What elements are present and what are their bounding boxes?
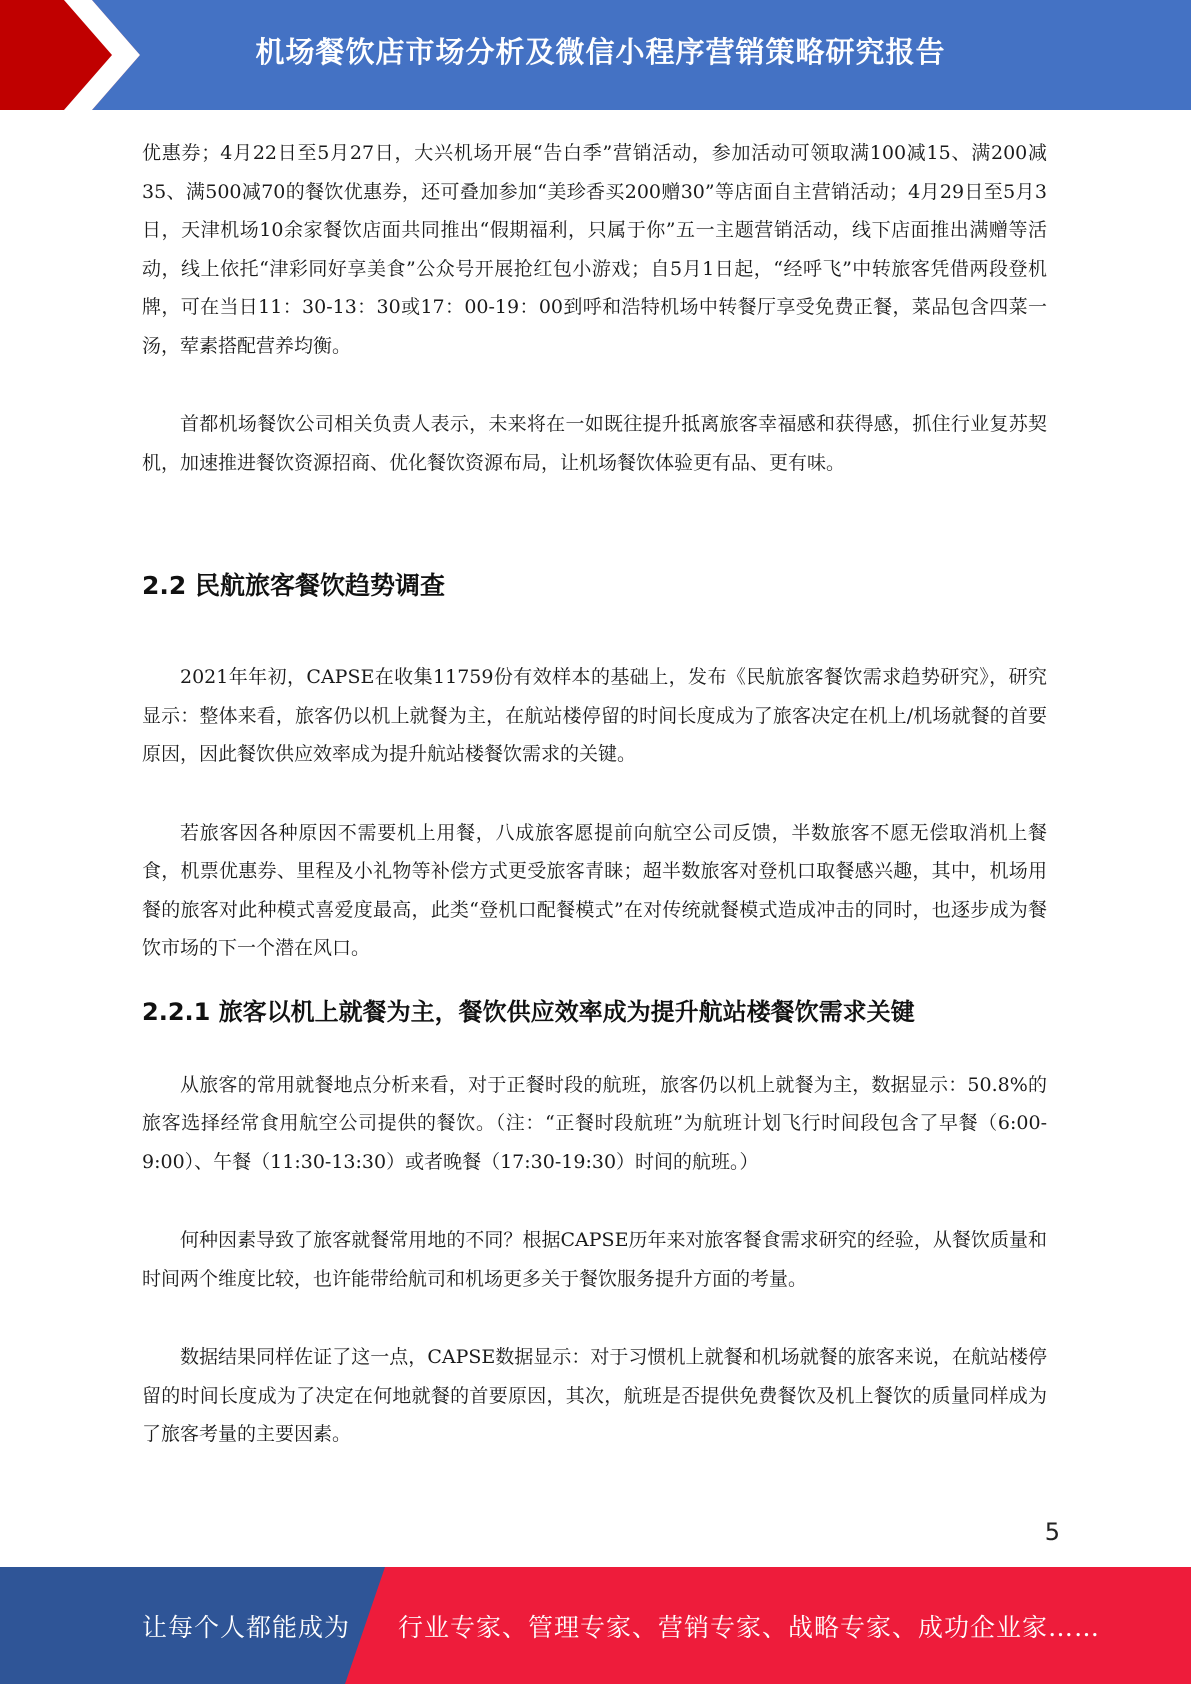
document-body — [142, 134, 1047, 1454]
paragraph-capse-study: 2021年年初，CAPSE在收集11759份有效样本的基础上，发布《民航旅客餐饮需求趋势研究》，研究显示：整体来看，旅客仍以机上就餐为主，在航站楼停留的时间长度成为了旅客决定在机上/机场就餐的首要原因，因此餐饮供应效率成为提升航站楼餐饮需求的关键。 — [142, 666, 1047, 765]
page-header — [0, 0, 1191, 110]
paragraph-factors: 何种因素导致了旅客就餐常用地的不同？根据CAPSE历年来对旅客餐食需求研究的经验，从餐饮质量和时间两个维度比较，也许能带给航司和机场更多关于餐饮服务提升方面的考量。 — [142, 1229, 1047, 1290]
header-arrow-decoration — [0, 0, 160, 110]
paragraph-capital-airport: 首都机场餐饮公司相关负责人表示，未来将在一如既往提升抵离旅客幸福感和获得感，抓住行业复苏契机，加速推进餐饮资源招商、优化餐饮资源布局，让机场餐饮体验更有品、更有味。 — [142, 413, 1047, 474]
page-number: 5 — [1044, 1518, 1060, 1546]
spacer — [142, 774, 1047, 814]
spacer — [142, 365, 1047, 405]
spacer — [142, 606, 1047, 658]
page-footer — [0, 1567, 1191, 1684]
spacer — [142, 1032, 1047, 1066]
footer-slogan-left: 让每个人都能成为 — [142, 1612, 351, 1642]
spacer — [142, 968, 1047, 992]
paragraph-dining-location: 从旅客的常用就餐地点分析来看，对于正餐时段的航班，旅客仍以机上就餐为主，数据显示：50.8%的旅客选择经常食用航空公司提供的餐饮。（注：“正餐时段航班”为航班计划飞行时间段包含了早餐（6:00-9:00）、午餐（11:30-13:30）或者晚餐（17:30-19:30）时间的航班。） — [142, 1073, 1047, 1173]
header-title: 机场餐饮店市场分析及微信小程序营销策略研究报告 — [255, 34, 946, 69]
section-heading-2-2-1: 2.2.1 旅客以机上就餐为主，餐饮供应效率成为提升航站楼餐饮需求关键 — [142, 997, 915, 1026]
paragraph-data-results: 数据结果同样佐证了这一点，CAPSE数据显示：对于习惯机上就餐和机场就餐的旅客来说，在航站楼停留的时间长度成为了决定在何地就餐的首要原因，其次，航班是否提供免费餐饮及机上餐饮的质量同样成为了旅客考量的主要因素。 — [142, 1346, 1047, 1445]
spacer — [142, 1181, 1047, 1221]
paragraph-promotions: 优惠券；4月22日至5月27日，大兴机场开展“告白季”营销活动，参加活动可领取满100减15、满200减35、满500减70的餐饮优惠券，还可叠加参加“美珍香买200赠30”等店面自主营销活动；4月29日至5月3日，天津机场10余家餐饮店面共同推出“假期福利，只属于你”五一主题营销活动，线下店面推出满赠等活动，线上依托“津彩同好享美食”公众号开展抢红包小游戏；自5月1日起，“经呼飞”中转旅客凭借两段登机牌，可在当日11：30-13：30或17：00-19：00到呼和浩特机场中转餐厅享受免费正餐，菜品包含四菜一汤，荤素搭配营养均衡。 — [142, 142, 1047, 357]
spacer — [142, 1298, 1047, 1338]
footer-slogan-right: 行业专家、管理专家、营销专家、战略专家、成功企业家…… — [398, 1612, 1101, 1642]
section-heading-2-2: 2.2 民航旅客餐饮趋势调查 — [142, 571, 445, 600]
spacer — [142, 482, 1047, 566]
paragraph-gate-meal: 若旅客因各种原因不需要机上用餐，八成旅客愿提前向航空公司反馈，半数旅客不愿无偿取消机上餐食，机票优惠券、里程及小礼物等补偿方式更受旅客青睐；超半数旅客对登机口取餐感兴趣，其中，机场用餐的旅客对此种模式喜爱度最高，此类“登机口配餐模式”在对传统就餐模式造成冲击的同时，也逐步成为餐饮市场的下一个潜在风口。 — [142, 821, 1047, 959]
